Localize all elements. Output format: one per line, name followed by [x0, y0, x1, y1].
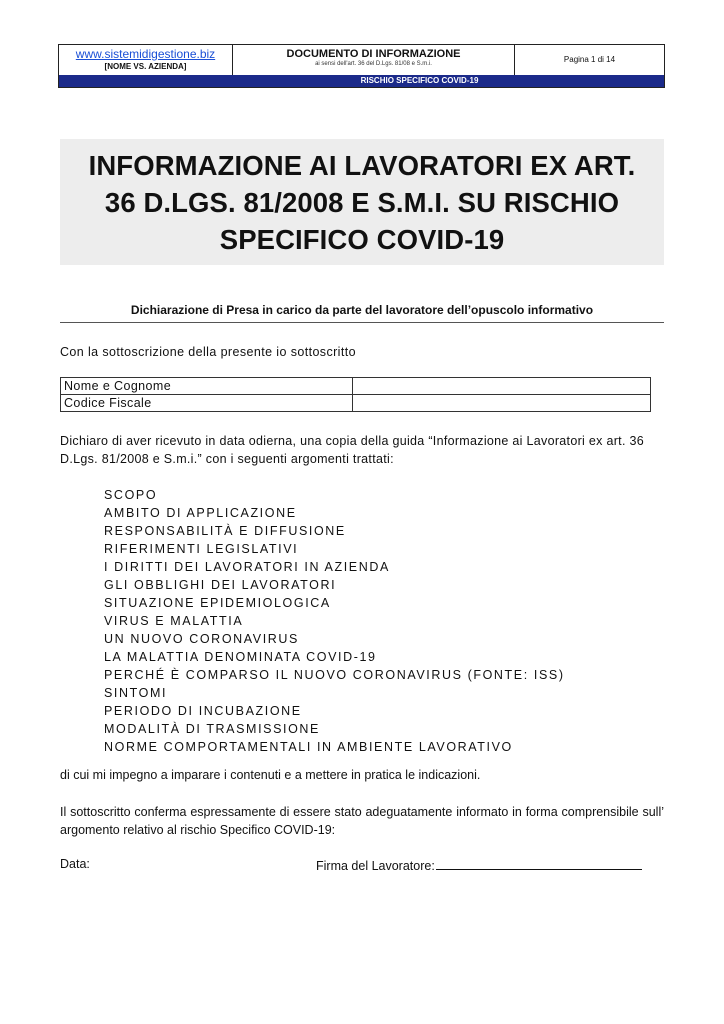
header-page-cell	[515, 45, 664, 76]
tax-code-label: Codice Fiscale	[61, 395, 353, 412]
title-line: SPECIFICO COVID-19	[219, 223, 505, 255]
date-label: Data:	[60, 857, 90, 871]
list-item: RESPONSABILITÀ E DIFFUSIONE	[104, 524, 346, 538]
tax-code-field[interactable]	[353, 395, 651, 412]
list-item: SITUAZIONE EPIDEMIOLOGICA	[104, 596, 331, 610]
list-item: PERIODO DI INCUBAZIONE	[104, 704, 302, 718]
risk-band	[59, 75, 664, 87]
company-placeholder: [NOME VS. AZIENDA]	[104, 62, 187, 71]
title-box	[60, 139, 664, 265]
declaration-text: Dichiaro di aver ricevuto in data odierna, una copia della guida “Informazione ai Lavoratori ex art. 36 D.Lgs. 81/2008 e S.m.i.” con i seguenti argomenti trattati:	[60, 434, 644, 466]
signature-line[interactable]	[436, 857, 642, 870]
table-row	[61, 395, 651, 412]
list-item: NORME COMPORTAMENTALI IN AMBIENTE LAVORATIVO	[104, 740, 513, 754]
section-subtitle: Dichiarazione di Presa in carico da parte del lavoratore dell’opuscolo informativo	[130, 303, 594, 317]
list-item: UN NUOVO CORONAVIRUS	[104, 632, 299, 646]
list-item: VIRUS E MALATTIA	[104, 614, 244, 628]
list-item: I DIRITTI DEI LAVORATORI IN AZIENDA	[104, 560, 390, 574]
risk-band-label: RISCHIO SPECIFICO COVID-19	[360, 76, 479, 85]
page-number: Pagina 1 di 14	[563, 55, 616, 64]
list-item: PERCHÉ È COMPARSO IL NUOVO CORONAVIRUS (FONTE: ISS)	[104, 668, 565, 682]
name-field[interactable]	[353, 378, 651, 395]
list-item: GLI OBBLIGHI DEI LAVORATORI	[104, 578, 337, 592]
list-item: RIFERIMENTI LEGISLATIVI	[104, 542, 299, 556]
document-header	[58, 44, 665, 88]
list-item: LA MALATTIA DENOMINATA COVID-19	[104, 650, 377, 664]
header-title-cell	[233, 45, 515, 76]
confirmation-text: Il sottoscritto conferma espressamente di essere stato adeguatamente informato in forma comprensibile sull’ argomento relativo al rischio Specifico COVID-19:	[60, 805, 664, 837]
list-item: SCOPO	[104, 488, 158, 502]
name-label: Nome e Cognome	[61, 378, 353, 395]
signature-block	[316, 857, 642, 873]
website-link[interactable]: www.sistemidigestione.biz	[75, 47, 216, 61]
topics-list	[104, 486, 565, 756]
list-item: MODALITÀ DI TRASMISSIONE	[104, 722, 320, 736]
title-line: 36 D.LGS. 81/2008 E S.M.I. SU RISCHIO	[104, 186, 620, 218]
divider	[60, 322, 664, 323]
signature-label: Firma del Lavoratore:	[316, 859, 435, 873]
document-type: DOCUMENTO DI INFORMAZIONE	[286, 48, 461, 60]
commitment-text: di cui mi impegno a imparare i contenuti e a mettere in pratica le indicazioni.	[60, 768, 481, 782]
header-company-cell	[59, 45, 233, 76]
intro-text: Con la sottoscrizione della presente io sottoscritto	[60, 345, 356, 359]
title-line: INFORMAZIONE AI LAVORATORI EX ART.	[88, 149, 636, 181]
legal-reference: ai sensi dell'art. 36 del D.Lgs. 81/08 e S.m.i.	[315, 61, 432, 67]
page-title	[89, 147, 636, 258]
list-item: AMBITO DI APPLICAZIONE	[104, 506, 297, 520]
list-item: SINTOMI	[104, 686, 168, 700]
identity-table	[60, 377, 651, 412]
table-row	[61, 378, 651, 395]
